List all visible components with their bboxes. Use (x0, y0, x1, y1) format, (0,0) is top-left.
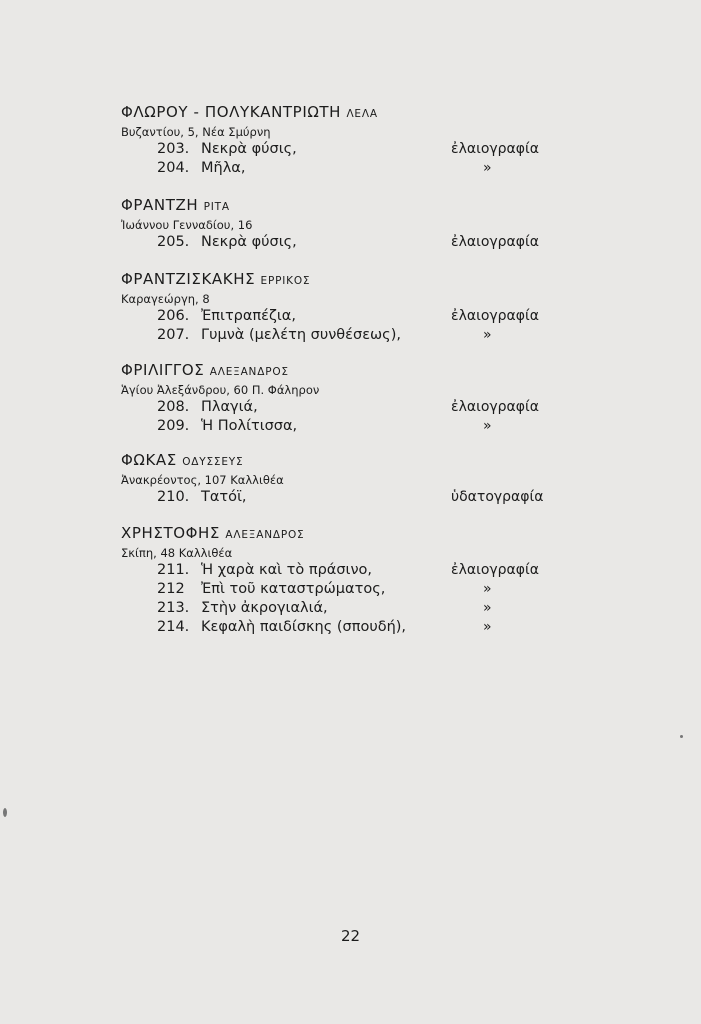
artist-name (121, 103, 581, 123)
artist-address: Σκίπη, 48 Καλλιθέα (121, 546, 233, 560)
artist-surname: ΦΡΑΝΤΖΗ (121, 196, 199, 214)
work-medium-ditto: » (483, 327, 492, 343)
work-medium-ditto: » (483, 600, 492, 616)
work-item (121, 618, 581, 637)
work-item (121, 307, 581, 326)
work-number: 210. (157, 489, 190, 505)
work-title: Ἡ χαρὰ καὶ τὸ πράσινο, (201, 562, 373, 578)
artist-name (121, 361, 581, 381)
work-number: 207. (157, 327, 190, 343)
artist-firstname: ΑΛΕΞΑΝΔΡΟΣ (225, 529, 305, 541)
artist-address: Ἀνακρέοντος, 107 Καλλιθέα (121, 473, 284, 487)
work-medium: ἐλαιογραφία (451, 399, 539, 415)
work-item (121, 599, 581, 618)
paper-speck (680, 735, 683, 738)
paper-speck (3, 808, 7, 817)
artist-firstname: ΟΔΥΣΣΕΥΣ (182, 456, 244, 468)
artist-surname: ΦΩΚΑΣ (121, 451, 177, 469)
work-medium: ἐλαιογραφία (451, 562, 539, 578)
work-item (121, 580, 581, 599)
work-number: 209. (157, 418, 190, 434)
work-number: 214. (157, 619, 190, 635)
work-title: Τατόϊ, (201, 489, 247, 505)
work-item (121, 398, 581, 417)
artist-name (121, 524, 581, 544)
artist-entry (121, 451, 581, 507)
artist-firstname: ΡΙΤΑ (203, 201, 230, 213)
artist-firstname: ΑΛΕΞΑΝΔΡΟΣ (209, 366, 289, 378)
artist-entry (121, 103, 581, 178)
work-item (121, 417, 581, 436)
work-number: 205. (157, 234, 190, 250)
work-item (121, 561, 581, 580)
work-title: Ἡ Πολίτισσα, (201, 418, 298, 434)
artist-address: Ἰωάννου Γενναδίου, 16 (121, 218, 253, 232)
work-medium: ὑδατογραφία (451, 489, 544, 505)
work-title: Μῆλα, (201, 160, 246, 176)
artist-address: Ἁγίου Ἀλεξάνδρου, 60 Π. Φάληρον (121, 383, 320, 397)
artist-name (121, 451, 581, 471)
work-title: Νεκρὰ φύσις, (201, 234, 297, 250)
page-number: 22 (340, 927, 361, 945)
artist-entry (121, 196, 581, 252)
artist-surname: ΦΡΙΛΙΓΓΟΣ (121, 361, 205, 379)
work-item (121, 326, 581, 345)
work-title: Πλαγιά, (201, 399, 258, 415)
work-number: 204. (157, 160, 190, 176)
work-medium-ditto: » (483, 581, 492, 597)
artist-firstname: ΛΕΛΑ (346, 108, 378, 120)
work-item (121, 159, 581, 178)
artist-surname: ΦΡΑΝΤΖΙΣΚΑΚΗΣ (121, 270, 256, 288)
work-title: Ἐπὶ τοῦ καταστρώματος, (201, 581, 386, 597)
work-number: 212 (157, 581, 185, 597)
work-title: Γυμνὰ (μελέτη συνθέσεως), (201, 327, 401, 343)
work-number: 213. (157, 600, 190, 616)
artist-surname: ΧΡΗΣΤΟΦΗΣ (121, 524, 221, 542)
work-title: Στὴν ἀκρογιαλιά, (201, 600, 328, 616)
work-medium: ἐλαιογραφία (451, 234, 539, 250)
work-item (121, 488, 581, 507)
work-number: 211. (157, 562, 190, 578)
work-item (121, 233, 581, 252)
work-number: 206. (157, 308, 190, 324)
work-number: 208. (157, 399, 190, 415)
artist-name (121, 196, 581, 216)
artist-address: Καραγεώργη, 8 (121, 292, 210, 306)
work-medium: ἐλαιογραφία (451, 141, 539, 157)
work-title: Νεκρὰ φύσις, (201, 141, 297, 157)
work-medium-ditto: » (483, 160, 492, 176)
work-number: 203. (157, 141, 190, 157)
work-medium-ditto: » (483, 619, 492, 635)
work-title: Κεφαλὴ παιδίσκης (σπουδή), (201, 619, 407, 635)
artist-address: Βυζαντίου, 5, Νέα Σμύρνη (121, 125, 271, 139)
artist-firstname: ΕΡΡΙΚΟΣ (260, 275, 311, 287)
work-medium-ditto: » (483, 418, 492, 434)
work-medium: ἐλαιογραφία (451, 308, 539, 324)
artist-entry (121, 524, 581, 637)
work-title: Ἐπιτραπέζια, (201, 308, 296, 324)
artist-name (121, 270, 581, 290)
work-item (121, 140, 581, 159)
artist-entry (121, 361, 581, 436)
artist-entry (121, 270, 581, 345)
artist-surname: ΦΛΩΡΟΥ - ΠΟΛΥΚΑΝΤΡΙΩΤΗ (121, 103, 342, 121)
